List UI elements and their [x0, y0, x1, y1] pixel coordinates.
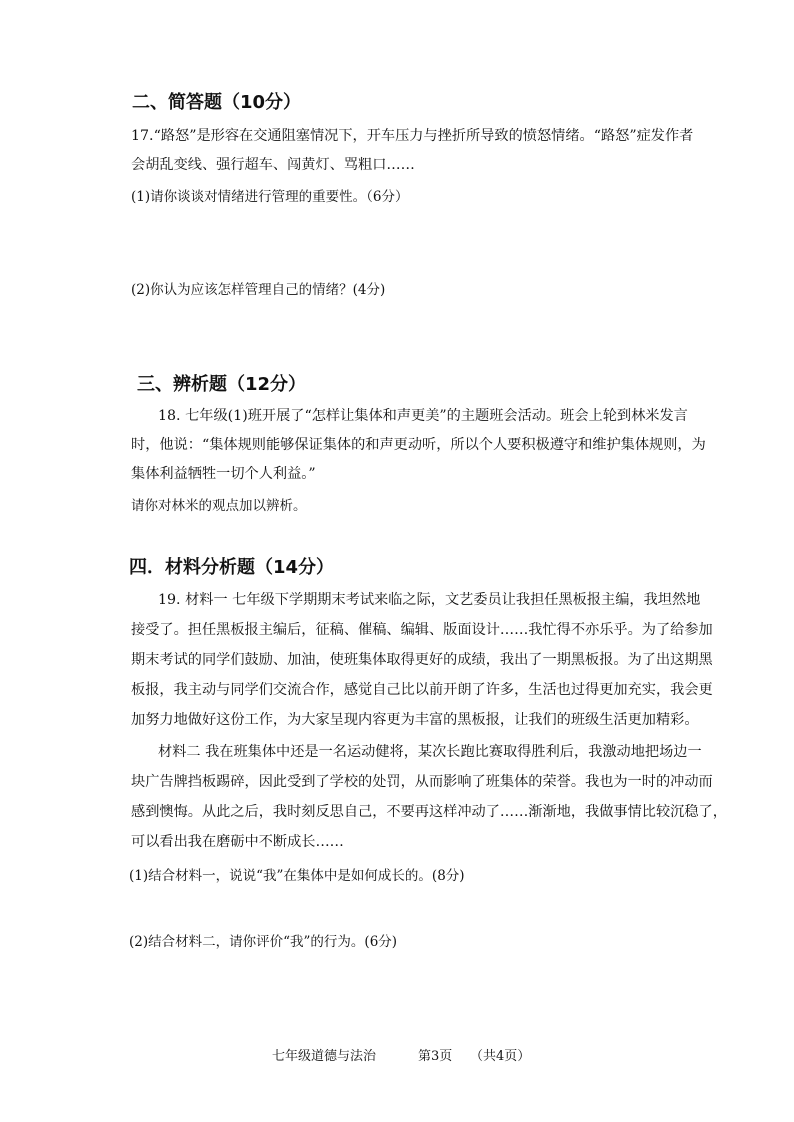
material-1-line-5: 加努力地做好这份工作，为大家呈现内容更为丰富的黑板报，让我们的班级生活更加精彩。 — [131, 712, 699, 728]
material-2-line-4: 可以看出我在磨砺中不断成长…… — [131, 834, 344, 850]
material-1-line-2: 接受了。担任黑板报主编后，征稿、催稿、编辑、版面设计……我忙得不亦乐乎。为了给参加 — [131, 622, 713, 638]
material-2-line-3: 感到懊悔。从此之后，我时刻反思自己，不要再这样冲动了……渐渐地，我做事情比较沉稳了， — [131, 804, 727, 820]
footer-total-pages: （共4页） — [470, 1049, 531, 1064]
material-2-line-2: 块广告牌挡板踢碎，因此受到了学校的处罚，从而影响了班集体的荣誉。我也为一时的冲动而 — [131, 774, 713, 790]
question-17-subquestion-1: (1)请你谈谈对情绪进行管理的重要性。（6分） — [131, 189, 409, 205]
material-1-line-3: 期末考试的同学们鼓励、加油，使班集体取得更好的成绩，我出了一期黑板报。为了出这期黑 — [131, 652, 713, 668]
question-19-subquestion-2: (2)结合材料二，请你评价“我”的行为。(6分) — [129, 934, 398, 950]
footer-page-number: 第3页 — [418, 1049, 453, 1064]
question-18-instruction: 请你对林米的观点加以辨析。 — [131, 498, 307, 514]
question-18-line-1: 18. 七年级(1)班开展了“怎样让集体和声更美”的主题班会活动。班会上轮到林米发言 — [158, 408, 688, 424]
question-18-line-3: 集体利益牺牲一切个人利益。” — [131, 466, 316, 482]
question-17-line-1: 17.“路怒”是形容在交通阻塞情况下，开车压力与挫折所导致的愤怒情绪。“路怒”症发作者 — [131, 128, 694, 144]
question-19-subquestion-1: (1)结合材料一，说说“我”在集体中是如何成长的。(8分) — [129, 868, 465, 884]
material-1-line-4: 板报，我主动与同学们交流合作，感觉自己比以前开朗了许多，生活也过得更加充实，我会更 — [131, 682, 713, 698]
section-heading-material-analysis: 四．材料分析题（14分） — [129, 557, 335, 578]
material-2-line-1: 材料二 我在班集体中还是一名运动健将，某次长跑比赛取得胜利后，我激动地把场边一 — [158, 744, 702, 760]
section-heading-analysis: 三、辨析题（12分） — [137, 374, 307, 395]
question-17-line-2: 会胡乱变线、强行超车、闯黄灯、骂粗口…… — [131, 157, 415, 173]
material-1-line-1: 19. 材料一 七年级下学期期末考试来临之际，文艺委员让我担任黑板报主编，我坦然地 — [158, 592, 701, 608]
question-18-line-2: 时，他说：“集体规则能够保证集体的和声更动听，所以个人要积极遵守和维护集体规则，为 — [131, 437, 706, 453]
section-heading-short-answer: 二、简答题（10分） — [132, 92, 302, 113]
question-17-subquestion-2: (2)你认为应该怎样管理自己的情绪？(4分) — [131, 282, 386, 298]
footer-subject: 七年级道德与法治 — [272, 1049, 377, 1064]
